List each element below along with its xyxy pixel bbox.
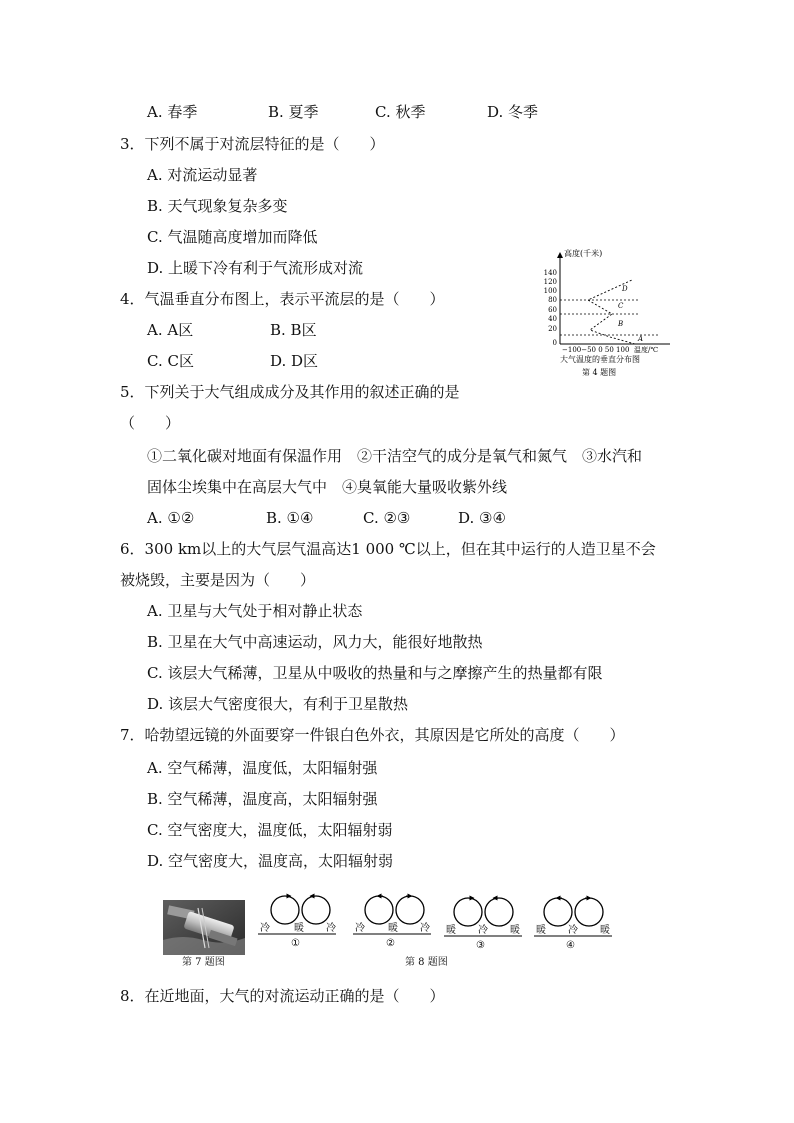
q4-stem: 4．气温垂直分布图上，表示平流层的是（ ） bbox=[120, 290, 445, 308]
q6-stem-line2: 被烧毁，主要是因为（ ） bbox=[120, 571, 316, 589]
fig8-label: 暖 bbox=[388, 923, 398, 934]
q2-option-d: D. 冬季 bbox=[487, 103, 539, 121]
fig4-y-tick: 40 bbox=[548, 315, 557, 323]
fig8-label: 暖 bbox=[294, 923, 304, 934]
fig8-panel-number: ④ bbox=[566, 940, 575, 951]
fig8-label: 暖 bbox=[446, 925, 456, 936]
fig4-subtitle: 大气温度的垂直分布图 bbox=[560, 355, 640, 364]
q6-option-c: C. 该层大气稀薄，卫星从中吸收的热量和与之摩擦产生的热量都有限 bbox=[147, 664, 603, 682]
fig4-y-tick: 0 bbox=[552, 339, 557, 347]
fig8-label: 冷 bbox=[568, 925, 578, 936]
q5-option-c: C. ②③ bbox=[363, 509, 411, 527]
q5-body-line1: ①二氧化碳对地面有保温作用 ②干洁空气的成分是氧气和氮气 ③水汽和 bbox=[147, 447, 643, 465]
fig4-x-unit: 温度/℃ bbox=[634, 346, 659, 354]
figure-8-convection-diagrams bbox=[258, 890, 614, 958]
fig4-caption: 第 4 题图 bbox=[582, 368, 617, 377]
q6-option-b: B. 卫星在大气中高速运动，风力大，能很好地散热 bbox=[147, 633, 483, 651]
q5-body-line2: 固体尘埃集中在高层大气中 ④臭氧能大量吸收紫外线 bbox=[147, 478, 508, 496]
q7-option-b: B. 空气稀薄，温度高，太阳辐射强 bbox=[147, 790, 378, 808]
fig4-y-tick: 140 bbox=[543, 269, 557, 277]
q4-option-b: B. B区 bbox=[270, 321, 317, 339]
q5-paren: （ ） bbox=[120, 414, 181, 432]
fig8-panel-number: ③ bbox=[476, 940, 485, 951]
fig4-y-tick: 60 bbox=[548, 306, 557, 314]
fig8-label: 冷 bbox=[355, 923, 365, 934]
fig8-label: 暖 bbox=[600, 925, 610, 936]
fig4-y-tick: 20 bbox=[548, 325, 557, 333]
q4-option-d: D. D区 bbox=[270, 352, 319, 370]
fig8-caption: 第 8 题图 bbox=[405, 957, 448, 968]
fig4-zone-b: B bbox=[618, 320, 624, 328]
q6-option-d: D. 该层大气密度很大，有利于卫星散热 bbox=[147, 695, 409, 713]
fig4-zone-c: C bbox=[618, 302, 624, 310]
q5-option-a: A. ①② bbox=[147, 509, 195, 527]
fig4-y-tick: 80 bbox=[548, 296, 557, 304]
fig8-label: 冷 bbox=[326, 923, 336, 934]
fig7-caption: 第 7 题图 bbox=[182, 957, 225, 968]
q7-option-d: D. 空气密度大，温度高，太阳辐射弱 bbox=[147, 852, 394, 870]
q6-stem-line1: 6．300 km以上的大气层气温高达1 000 ℃以上，但在其中运行的人造卫星不会 bbox=[120, 540, 656, 558]
fig8-panel-3 bbox=[444, 898, 522, 951]
q7-option-a: A. 空气稀薄，温度低，太阳辐射强 bbox=[147, 759, 378, 777]
fig8-label: 暖 bbox=[536, 925, 546, 936]
q7-stem: 7．哈勃望远镜的外面要穿一件银白色外衣，其原因是它所处的高度（ ） bbox=[120, 726, 625, 744]
q2-option-c: C. 秋季 bbox=[375, 103, 426, 121]
q4-option-c: C. C区 bbox=[147, 352, 194, 370]
q2-option-b: B. 夏季 bbox=[268, 103, 319, 121]
q8-stem: 8．在近地面，大气的对流运动正确的是（ ） bbox=[120, 987, 445, 1005]
q3-option-d: D. 上暖下冷有利于气流形成对流 bbox=[147, 259, 364, 277]
q3-option-a: A. 对流运动显著 bbox=[147, 166, 258, 184]
q3-option-b: B. 天气现象复杂多变 bbox=[147, 197, 288, 215]
fig8-label: 冷 bbox=[420, 923, 430, 934]
figure-7-hubble-photo bbox=[163, 900, 245, 955]
fig8-panel-number: ② bbox=[386, 938, 395, 949]
q5-option-b: B. ①④ bbox=[266, 509, 314, 527]
q3-option-c: C. 气温随高度增加而降低 bbox=[147, 228, 318, 246]
fig8-panel-1 bbox=[258, 896, 336, 949]
fig4-x-ticks: −100−50 0 50 100 bbox=[562, 346, 630, 354]
fig8-label: 冷 bbox=[260, 923, 270, 934]
q3-stem: 3．下列不属于对流层特征的是（ ） bbox=[120, 135, 385, 153]
fig8-panel-2 bbox=[353, 896, 431, 949]
q7-option-c: C. 空气密度大，温度低，太阳辐射弱 bbox=[147, 821, 393, 839]
fig4-zone-a: A bbox=[638, 335, 644, 343]
fig4-y-tick: 120 bbox=[543, 278, 557, 286]
fig8-panel-number: ① bbox=[291, 938, 300, 949]
fig4-y-label: 高度(千米) bbox=[564, 249, 603, 258]
q4-option-a: A. A区 bbox=[147, 321, 194, 339]
fig4-zone-d: D bbox=[622, 285, 628, 293]
figure-4-temperature-chart bbox=[530, 244, 690, 384]
q5-stem: 5．下列关于大气组成成分及其作用的叙述正确的是 bbox=[120, 383, 460, 401]
fig8-label: 暖 bbox=[510, 925, 520, 936]
q5-option-d: D. ③④ bbox=[458, 509, 506, 527]
fig4-y-tick: 100 bbox=[543, 287, 557, 295]
q6-option-a: A. 卫星与大气处于相对静止状态 bbox=[147, 602, 363, 620]
q2-option-a: A. 春季 bbox=[147, 103, 198, 121]
fig8-panel-4 bbox=[534, 898, 612, 951]
fig8-label: 冷 bbox=[478, 925, 488, 936]
